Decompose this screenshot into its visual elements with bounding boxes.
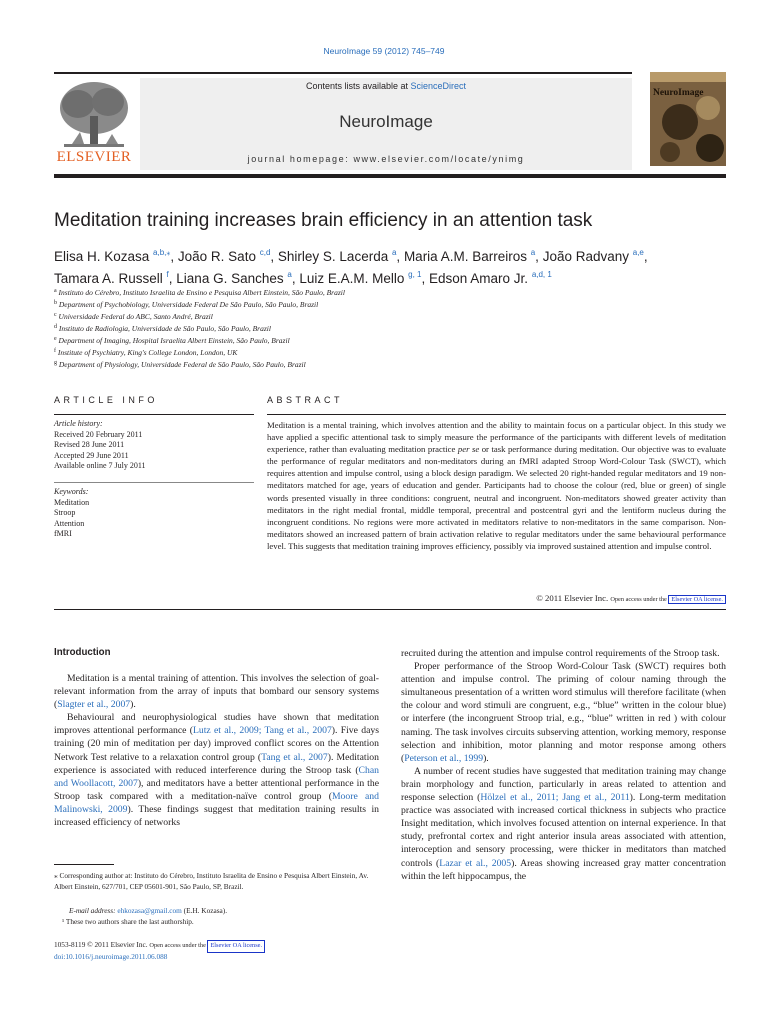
body-paragraph bbox=[54, 672, 379, 711]
history-received: Received 20 February 2011 bbox=[54, 429, 143, 439]
body-text: ). bbox=[130, 699, 136, 711]
body-column-left bbox=[54, 672, 379, 829]
history-accepted: Accepted 29 June 2011 bbox=[54, 450, 129, 460]
affiliation-text: Department of Imaging, Hospital Israelita Albert Einstein, São Paulo, Brazil bbox=[58, 336, 290, 345]
contents-prefix: Contents lists available at bbox=[305, 81, 411, 91]
author-affiliation-marker[interactable]: a bbox=[287, 270, 292, 279]
abstract-rule bbox=[267, 414, 726, 415]
author-separator: , bbox=[168, 271, 177, 286]
sciencedirect-link[interactable]: ScienceDirect bbox=[410, 81, 467, 91]
affiliation-key: e bbox=[54, 336, 57, 342]
article-info-divider bbox=[54, 482, 254, 483]
corresponding-footnote: ⁎ Corresponding author at: Instituto do Cérebro, Instituto Israelita de Ensino e Pesquisa Albert Einstein, Av. Albert Einstein, 627/701, CEP 05601-901, São Paulo, SP, Brazil. bbox=[54, 871, 369, 891]
author-affiliation-marker[interactable]: c,d bbox=[259, 248, 271, 257]
email-footnote bbox=[54, 906, 379, 917]
author-affiliation-marker[interactable]: g, 1 bbox=[408, 270, 422, 279]
keyword: Stroop bbox=[54, 508, 76, 518]
header-rule-top bbox=[54, 72, 632, 74]
author-line-1 bbox=[54, 244, 726, 266]
oa-license-link[interactable]: Elsevier OA license. bbox=[668, 595, 726, 604]
keywords-label: Keywords: bbox=[54, 487, 89, 496]
citation-link[interactable]: Tang et al., 2007 bbox=[261, 751, 328, 763]
author-name: João R. Sato bbox=[177, 249, 260, 264]
affiliation-text: Instituto de Radiologia, Universidade de São Paulo, São Paulo, Brazil bbox=[58, 324, 271, 333]
affiliation-key: d bbox=[54, 324, 57, 330]
doi-line bbox=[54, 952, 167, 963]
cover-title: NeuroImage bbox=[653, 88, 704, 98]
abstract-part-1: Meditation is a mental training, which involves attention and the ability to maintain focus on a particular object. In this study we have applied a specific attentional task to simply measure the performance of the participants with different levels of meditation experience, rather than evaluating meditation practice bbox=[267, 420, 726, 455]
footnote-rule bbox=[54, 864, 114, 865]
bottom-open-access: Open access under the bbox=[149, 942, 208, 949]
abstract-part-2: or task performance during meditation. Our objective was to evaluate the performance of regular meditators and non-meditators during an fMRI adapted Stroop Word-Colour Task (SWCT), which requires attention and impulse control, using a block design paradigm. We selected 20 right-handed regular meditators and 19 non-meditators matched for age, years of education and gender. Participants had to choose the colour (red, blue or green) of single words presented visually in three conditions: congruent, neutral and incongruent. Non-meditators showed greater activity than meditators in the right medial frontal, middle temporal, precentral and postcentral gyri and the lentiform nucleus during the incongruent conditions. No regions were more activated in meditators relative to non-meditators in the same comparison. Non-meditators showed an increased pattern of brain activation relative to regular meditators under the same behavioural performance level. This suggests that meditation training improves efficiency, possibly via improved sustained attention and impulse control. bbox=[267, 444, 726, 551]
article-history-label: Article history: bbox=[54, 419, 103, 428]
email-link[interactable]: ehkozasa@gmail.com bbox=[117, 906, 182, 915]
journal-citation[interactable]: NeuroImage 59 (2012) 745–749 bbox=[323, 46, 445, 56]
author-affiliation-marker[interactable]: a,d, 1 bbox=[531, 270, 552, 279]
issn-line bbox=[54, 940, 265, 953]
body-text: ). bbox=[483, 752, 489, 764]
abstract-bottom-rule bbox=[54, 609, 726, 610]
affiliation-text: Institute of Psychiatry, King's College London, London, UK bbox=[57, 348, 238, 357]
author-affiliation-marker[interactable]: f bbox=[166, 270, 169, 279]
header-rule-bottom bbox=[54, 174, 726, 178]
citation-link[interactable]: Peterson et al., 1999 bbox=[404, 752, 484, 764]
citation-link[interactable]: Hölzel et al., 2011; Jang et al., 2011 bbox=[480, 792, 630, 804]
affiliation bbox=[54, 298, 726, 310]
article-title: Meditation training increases brain efficiency in an attention task bbox=[54, 210, 593, 231]
author-separator: , bbox=[535, 249, 543, 264]
history-revised: Revised 28 June 2011 bbox=[54, 440, 125, 450]
citation-link[interactable]: Chan and Woollacott, 2007 bbox=[54, 764, 379, 789]
cover-art bbox=[650, 72, 726, 166]
journal-homepage[interactable]: journal homepage: www.elsevier.com/locate/ynimg bbox=[247, 154, 525, 164]
bottom-oa-license-link[interactable]: Elsevier OA license. bbox=[207, 940, 265, 953]
author-separator: , bbox=[396, 249, 404, 264]
keyword: fMRI bbox=[54, 529, 72, 539]
abstract-italic: per se bbox=[457, 444, 480, 455]
article-info-heading: ARTICLE INFO bbox=[54, 395, 158, 405]
author-separator: , bbox=[421, 271, 429, 286]
citation-link[interactable]: Moore and Malinowski, 2009 bbox=[54, 790, 379, 815]
elsevier-wordmark[interactable]: ELSEVIER bbox=[56, 149, 132, 165]
body-text: A number of recent studies have suggested that meditation training may change brain morphology and function, particularly in areas related to attention and response selection ( bbox=[401, 765, 726, 804]
email-label: E-mail address: bbox=[69, 906, 118, 915]
copyright-text: © 2011 Elsevier Inc. bbox=[536, 593, 611, 603]
author-name: Liana G. Sanches bbox=[176, 271, 288, 286]
author-affiliation-marker[interactable]: a,e bbox=[632, 248, 644, 257]
body-text: ). Five days training (20 min of meditation per day) improved conflict scores on the Attention Network Test relative to a relaxation control group ( bbox=[54, 725, 379, 763]
body-text: ). Areas showing increased gray matter concentration within the left hippocampus, the bbox=[401, 857, 727, 882]
affiliation-key: f bbox=[54, 348, 56, 354]
affiliation-key: c bbox=[54, 312, 57, 318]
article-history bbox=[54, 419, 254, 472]
body-paragraph bbox=[401, 660, 726, 765]
open-access-text: Open access under the bbox=[610, 596, 669, 603]
author-affiliation-marker[interactable]: a bbox=[391, 248, 397, 257]
abstract-text bbox=[267, 419, 726, 552]
author-separator: , bbox=[291, 271, 300, 286]
journal-cover-image bbox=[650, 72, 726, 166]
keywords bbox=[54, 487, 254, 540]
author-list bbox=[54, 244, 726, 288]
affiliation-text: Department of Psychobiology, Universidade Federal De São Paulo, São Paulo, Brazil bbox=[58, 300, 319, 309]
citation-link[interactable]: Lutz et al., 2009; Tang et al., 2007 bbox=[192, 725, 332, 737]
body-paragraph bbox=[54, 711, 379, 829]
doi-link[interactable]: doi:10.1016/j.neuroimage.2011.06.088 bbox=[54, 952, 168, 961]
author-name: Edson Amaro Jr. bbox=[429, 271, 532, 286]
author-name: Shirley S. Lacerda bbox=[277, 249, 392, 264]
affiliation bbox=[54, 286, 726, 298]
author-name: Tamara A. Russell bbox=[54, 271, 167, 286]
body-column-right bbox=[401, 647, 726, 883]
affiliation bbox=[54, 310, 726, 322]
history-online: Available online 7 July 2011 bbox=[54, 461, 146, 471]
affiliation bbox=[54, 346, 726, 358]
author-separator: , bbox=[270, 249, 278, 264]
body-text: Proper performance of the Stroop Word-Colour Task (SWCT) requires both attention and impulse control. The priming of colour naming through the simultaneous presentation of a written word stimulus will therefore facilitate (when the colour and word stimuli are congruent, e.g., “blue” written in the colour blue) or interfere (the incongruent Stroop trial, e.g., “blue” written in red ) with colour naming. The task involves circuits subserving attention, working memory, response selection and inhibition, motor planning and motor response among others ( bbox=[401, 661, 726, 764]
body-text: ), and meditators have a better attentional performance in the Stroop task compared with a meditation-naïve control group ( bbox=[54, 777, 379, 802]
affiliation-key: g bbox=[54, 360, 57, 366]
body-text: ). Long-term meditation practice was associated with increased cortical thickness in subjects who practice Insight meditation, which involves focused attention on internal experience. In that study, prefrontal cortex and right anterior insula areas associated with attention, interoception and sensory processing, were thicker in meditators than matched controls ( bbox=[401, 792, 726, 869]
author-name: Maria A.M. Barreiros bbox=[403, 249, 531, 264]
abstract-heading: ABSTRACT bbox=[267, 395, 344, 405]
authorship-footnote: ¹ These two authors share the last authorship. bbox=[62, 917, 194, 926]
affiliation bbox=[54, 334, 726, 346]
affiliation-list bbox=[54, 286, 726, 370]
contents-line bbox=[140, 81, 632, 91]
author-separator: , bbox=[643, 249, 648, 264]
keyword: Meditation bbox=[54, 497, 90, 507]
affiliation-text: Department of Physiology, Universidade Federal de São Paulo, São Paulo, Brazil bbox=[58, 360, 306, 369]
affiliation-key: b bbox=[54, 300, 57, 306]
author-affiliation-marker[interactable]: a,b,⁎ bbox=[153, 248, 171, 257]
author-line-2 bbox=[54, 266, 726, 288]
body-text: recruited during the attention and impulse control requirements of the Stroop task. bbox=[401, 648, 720, 659]
body-text: ). These findings suggest that meditation training results in increased efficiency of networks bbox=[54, 803, 379, 829]
author-name: João Radvany bbox=[542, 249, 633, 264]
email-suffix: (E.H. Kozasa). bbox=[181, 906, 228, 915]
author-name: Elisa H. Kozasa bbox=[54, 249, 154, 264]
issn-text: 1053-8119 © 2011 Elsevier Inc. bbox=[54, 940, 150, 949]
body-text: ). Meditation experience is associated with reduced interference during the Stroop task ( bbox=[54, 751, 379, 776]
affiliation bbox=[54, 358, 726, 370]
article-info-rule bbox=[54, 414, 254, 415]
body-paragraph bbox=[401, 647, 726, 660]
keyword: Attention bbox=[54, 518, 85, 528]
body-text: Meditation is a mental training of attention. This involves the selection of goal-relevant information from the array of inputs that bombard our sensory systems ( bbox=[54, 673, 379, 711]
affiliation bbox=[54, 322, 726, 334]
body-text: Behavioural and neurophysiological studies have shown that meditation improves attentional performance ( bbox=[54, 712, 379, 737]
citation-link[interactable]: Slagter et al., 2007 bbox=[57, 699, 131, 711]
body-paragraph bbox=[401, 765, 726, 883]
author-affiliation-marker[interactable]: a bbox=[530, 248, 536, 257]
author-name: Luiz E.A.M. Mello bbox=[299, 271, 409, 286]
citation-link[interactable]: Lazar et al., 2005 bbox=[439, 857, 512, 869]
journal-name: NeuroImage bbox=[339, 112, 433, 131]
affiliation-text: Instituto do Cérebro, Instituto Israelita de Ensino e Pesquisa Albert Einstein, São Paulo, Brazil bbox=[58, 288, 345, 297]
affiliation-text: Universidade Federal do ABC, Santo André, Brazil bbox=[58, 312, 213, 321]
author-separator: , bbox=[170, 249, 178, 264]
abstract-copyright bbox=[267, 593, 726, 604]
introduction-heading: Introduction bbox=[54, 647, 111, 658]
affiliation-key: a bbox=[54, 288, 57, 294]
